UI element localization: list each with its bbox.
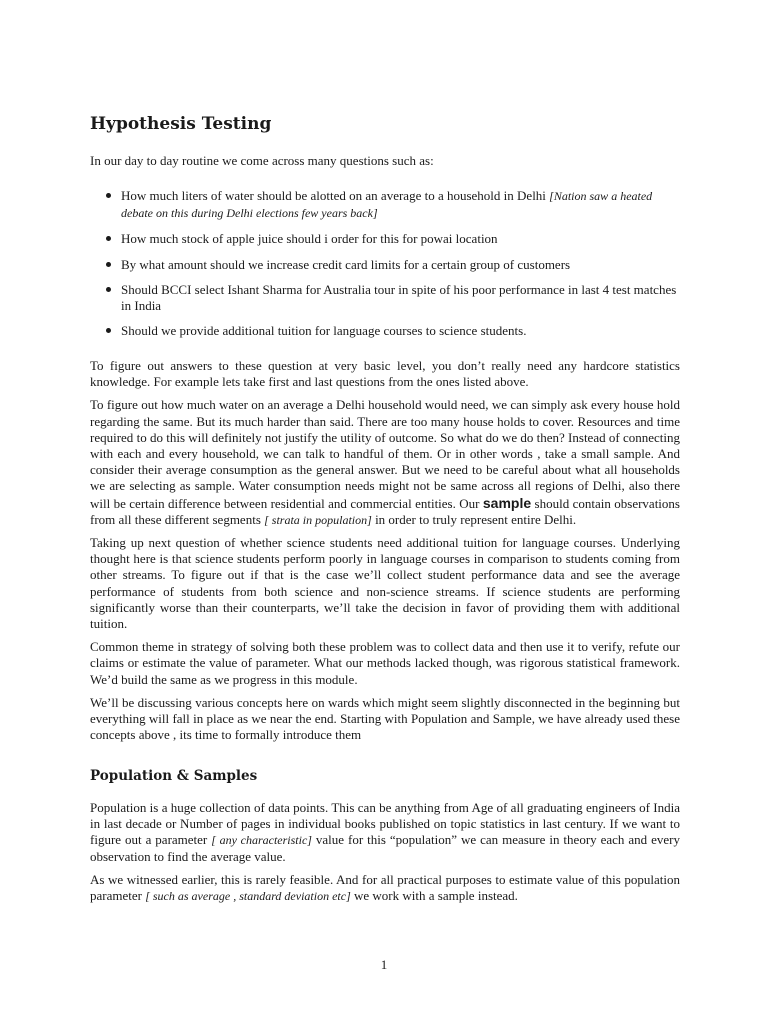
list-item-text: By what amount should we increase credit card limits for a certain group of customers: [121, 256, 571, 272]
list-item-note: [Nation saw a heated debate on this during Delhi elections few years back]: [121, 189, 653, 220]
list-item-text: Should we provide additional tuition for language courses to science students.: [121, 323, 527, 338]
inline-note: [ strata in population]: [264, 512, 372, 527]
paragraph: [90, 872, 680, 904]
page-number: 1: [380, 957, 388, 972]
paragraph: We’ll be discussing various concepts here on wards which might seem slightly disconnected in the beginning but everything will fall in place as we near the end. Starting with Population and Sample, we have already used these concepts above , its time to formally introduce them: [90, 694, 680, 743]
list-item: [90, 188, 680, 221]
paragraph: Taking up next question of whether science students need additional tuition for language courses. Underlying thought here is that science students perform poorly in language courses in comparison to students coming from other streams. To figure out if that is the case we’ll collect student performance data and see the average performance of students from both science and non-science streams. If science students are performing significantly worse than their counterparts, we’ll take the decision in favor of providing them with additional tuition.: [90, 535, 680, 632]
list-item-text: How much liters of water should be alotted on an average to a household in Delhi: [121, 188, 550, 203]
paragraph-text: in order to truly represent entire Delhi.: [371, 511, 577, 527]
section-body: [90, 800, 680, 911]
paragraph-text: To figure out how much water on an average a Delhi household would need, we can simply ask every house hold regarding the same. But its much harder than said. There are too many house holds to cover. Resources and time required to do this will definitely not justify the utility of outcome. So what do we do then? Instead of connecting with each and every household, we can talk to handful of them. Or in other words , take a small sample. And consider their average consumption as the general answer. But we need to be careful about what all households we are selecting as sample. Water consumption needs might not be same across all regions of Delhi, also there will be certain difference between residential and commercial entities. Our: [90, 397, 680, 511]
list-item: [90, 282, 680, 313]
document-title: Hypothesis Testing: [90, 114, 272, 134]
inline-note: [ any characteristic]: [211, 833, 312, 848]
list-item: [90, 231, 680, 247]
paragraph-text: should contain observations from all these different segments: [90, 495, 680, 527]
intro-paragraph: In our day to day routine we come across many questions such as:: [90, 153, 434, 168]
question-list: [90, 188, 680, 349]
body-text: [90, 358, 680, 750]
paragraph-text: value for this “population” we can measure in theory each and every observation to find the average value.: [90, 832, 680, 864]
inline-note: [ such as average , standard deviation etc]: [145, 889, 351, 904]
list-item: [90, 323, 680, 339]
paragraph: [90, 800, 680, 865]
sample-emphasis: sample: [482, 494, 532, 511]
paragraph: Common theme in strategy of solving both these problem was to collect data and then use it to verify, refute our claims or estimate the value of parameter. What our methods lacked though, was rigorous statistical framework. We’d build the same as we progress in this module.: [90, 639, 680, 687]
list-item: [90, 257, 680, 273]
paragraph-text: As we witnessed earlier, this is rarely feasible. And for all practical purposes to estimate value of this population parameter: [90, 871, 680, 904]
section-heading: Population & Samples: [90, 768, 258, 784]
list-item-text: How much stock of apple juice should i order for this for powai location: [121, 231, 498, 246]
paragraph-text: we work with a sample instead.: [350, 888, 518, 904]
paragraph-text: Population is a huge collection of data points. This can be anything from Age of all graduating engineers of India in last decade or Number of pages in individual books published on topic statistics in last century. If we want to figure out a parameter: [90, 800, 680, 848]
paragraph: To figure out answers to these question at very basic level, you don’t really need any hardcore statistics knowledge. For example lets take first and last questions from the ones listed above.: [90, 358, 680, 390]
paragraph: [90, 397, 680, 528]
list-item-text: Should BCCI select Ishant Sharma for Australia tour in spite of his poor performance in last 4 test matches in India: [121, 282, 677, 313]
